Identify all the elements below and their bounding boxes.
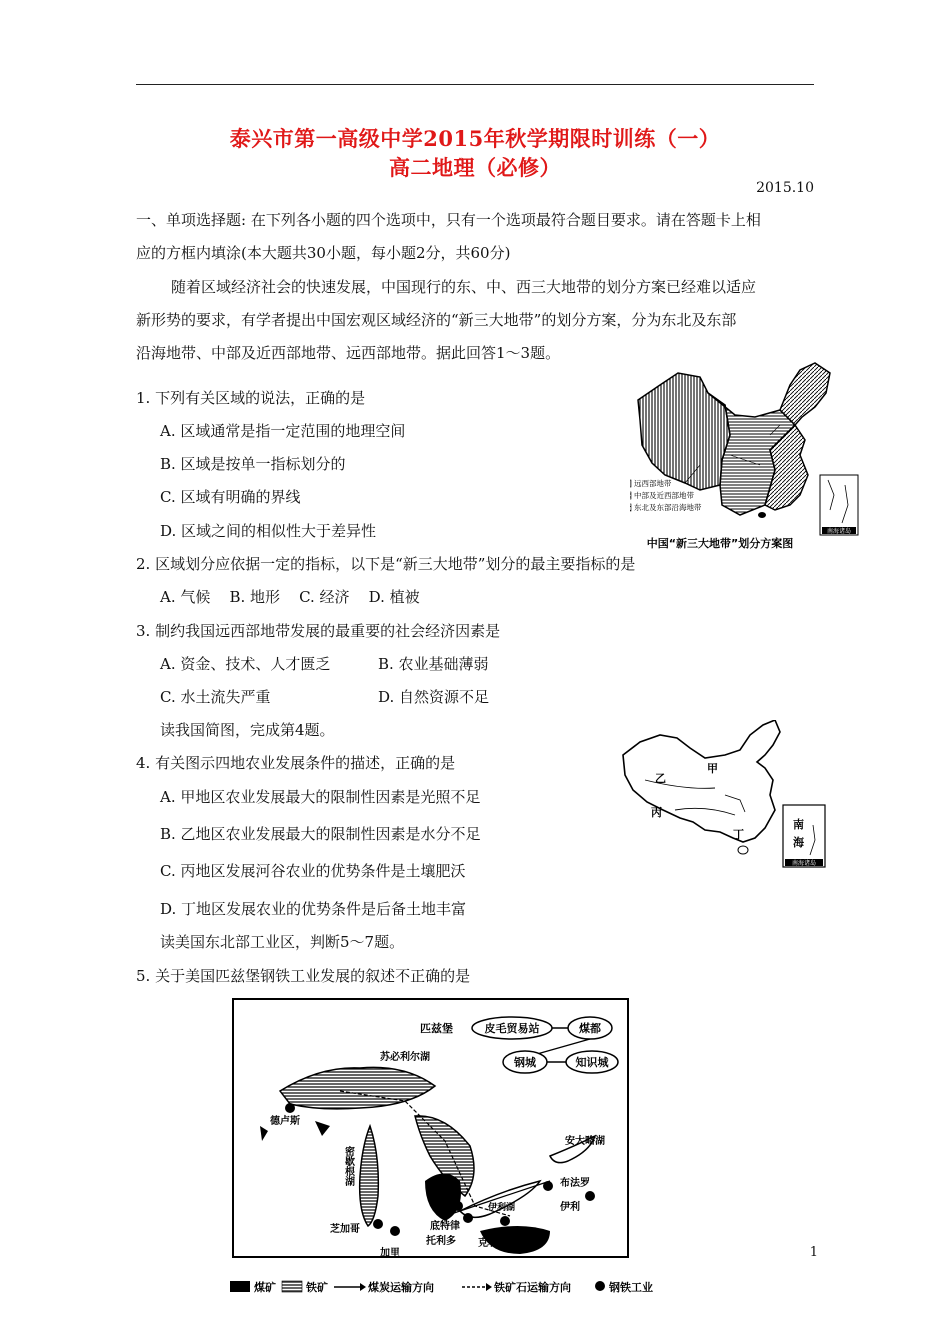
legend-northeast-east-coast: 东北及东部沿海地带 [634,503,702,512]
legend-far-west: 远西部地带 [634,479,672,488]
inset-label-nan: 南 [793,818,804,831]
question-4-option-c[interactable]: C. 丙地区发展河谷农业的优势条件是土壤肥沃 [160,862,466,880]
label-ding: 丁 [733,828,744,841]
legend-iron: 铁矿 [306,1281,328,1294]
section-instructions-line1: 一、单项选择题: 在下列各小题的四个选项中，只有一个选项最符合题目要求。请在答题卡上相 [136,211,761,229]
inset2-south-sea-islands: 南海诸岛 [791,860,817,867]
question-3-option-a[interactable]: A. 资金、技术、人才匮乏 [160,655,331,673]
question-2-options[interactable]: A. 气候 B. 地形 C. 经济 D. 植被 [160,588,420,606]
question-4-option-a[interactable]: A. 甲地区农业发展最大的限制性因素是光照不足 [160,788,481,806]
us-northeast-industrial-map [230,996,700,1296]
label-cleveland: 克利夫兰 [478,1238,518,1249]
question-4-option-b[interactable]: B. 乙地区农业发展最大的限制性因素是水分不足 [160,825,481,843]
label-gary: 加里 [380,1248,400,1259]
question-4-intro: 读我国简图，完成第4题。 [160,721,335,739]
label-jia: 甲 [707,762,718,775]
legend-ore-route: 铁矿石运输方向 [494,1281,571,1294]
page-number: 1 [809,1245,818,1260]
passage-line1: 随着区域经济社会的快速发展，中国现行的东、中、西三大地带的划分方案已经难以适应 [171,278,757,296]
question-3-option-d[interactable]: D. 自然资源不足 [378,688,490,706]
flow-stage-steel-city: 钢城 [514,1056,536,1069]
passage-line3: 沿海地带、中部及近西部地带、远西部地带。据此回答1～3题。 [136,344,561,362]
label-detroit: 底特律 [430,1221,460,1232]
question-2-stem: 2. 区域划分应依据一定的指标，以下是“新三大地带”划分的最主要指标的是 [136,555,636,573]
label-duluth: 德卢斯 [270,1116,300,1127]
flow-stage-coal-city: 煤都 [579,1022,601,1035]
china-outline-map [615,720,830,870]
label-lake-superior: 苏必利尔湖 [380,1052,430,1063]
label-lake-erie: 伊利湖 [488,1203,516,1213]
label-lake-michigan: 密歇根湖 [342,1146,354,1186]
legend-central-near-west: 中部及近西部地带 [634,491,694,500]
flow-stage-knowledge-city: 知识城 [575,1056,609,1069]
legend-steel: 钢铁工业 [609,1281,653,1294]
question-4-option-d[interactable]: D. 丁地区发展农业的优势条件是后备土地丰富 [160,900,467,918]
label-chicago: 芝加哥 [330,1224,360,1235]
label-erie: 伊利 [560,1202,580,1213]
label-toledo: 托利多 [426,1236,456,1247]
page-subtitle: 高二地理（必修） [389,155,561,180]
question-5-intro: 读美国东北部工业区，判断5～7题。 [160,933,405,951]
label-lake-ontario: 安大略湖 [565,1136,605,1147]
section-instructions-line2: 应的方框内填涂(本大题共30小题，每小题2分，共60分) [136,244,511,262]
question-3-stem: 3. 制约我国远西部地带发展的最重要的社会经济因素是 [136,622,501,640]
label-buffalo: 布法罗 [560,1178,590,1189]
map1-caption: 中国“新三大地带”划分方案图 [646,537,794,550]
header-rule [136,84,814,85]
question-3-option-c[interactable]: C. 水土流失严重 [160,688,271,706]
legend-coal: 煤矿 [254,1281,276,1294]
inset-label-hai: 海 [793,836,804,849]
page-title: 泰兴市第一高级中学2015年秋学期限时训练（一） [229,126,721,151]
question-1-option-c[interactable]: C. 区域有明确的界线 [160,488,301,506]
exam-date: 2015.10 [756,180,814,196]
question-1-option-d[interactable]: D. 区域之间的相似性大于差异性 [160,522,377,540]
question-4-stem: 4. 有关图示四地农业发展条件的描述，正确的是 [136,754,456,772]
passage-line2: 新形势的要求，有学者提出中国宏观区域经济的“新三大地带”的划分方案，分为东北及东部 [136,311,737,329]
question-1-option-a[interactable]: A. 区域通常是指一定范围的地理空间 [160,422,406,440]
question-1-option-b[interactable]: B. 区域是按单一指标划分的 [160,455,346,473]
label-bing: 丙 [651,806,662,819]
label-pittsburgh: 匹兹堡 [498,1265,526,1275]
question-3-option-b[interactable]: B. 农业基础薄弱 [378,655,489,673]
flow-origin: 匹兹堡 [420,1022,453,1035]
inset-south-sea-islands: 南海诸岛 [826,528,852,535]
label-yi: 乙 [655,772,666,785]
flow-stage-fur-trade: 皮毛贸易站 [484,1022,540,1035]
china-three-zones-map [630,355,865,555]
legend-coal-route: 煤炭运输方向 [368,1281,434,1294]
question-5-stem: 5. 关于美国匹兹堡钢铁工业发展的叙述不正确的是 [136,967,471,985]
question-1-stem: 1. 下列有关区域的说法，正确的是 [136,389,366,407]
